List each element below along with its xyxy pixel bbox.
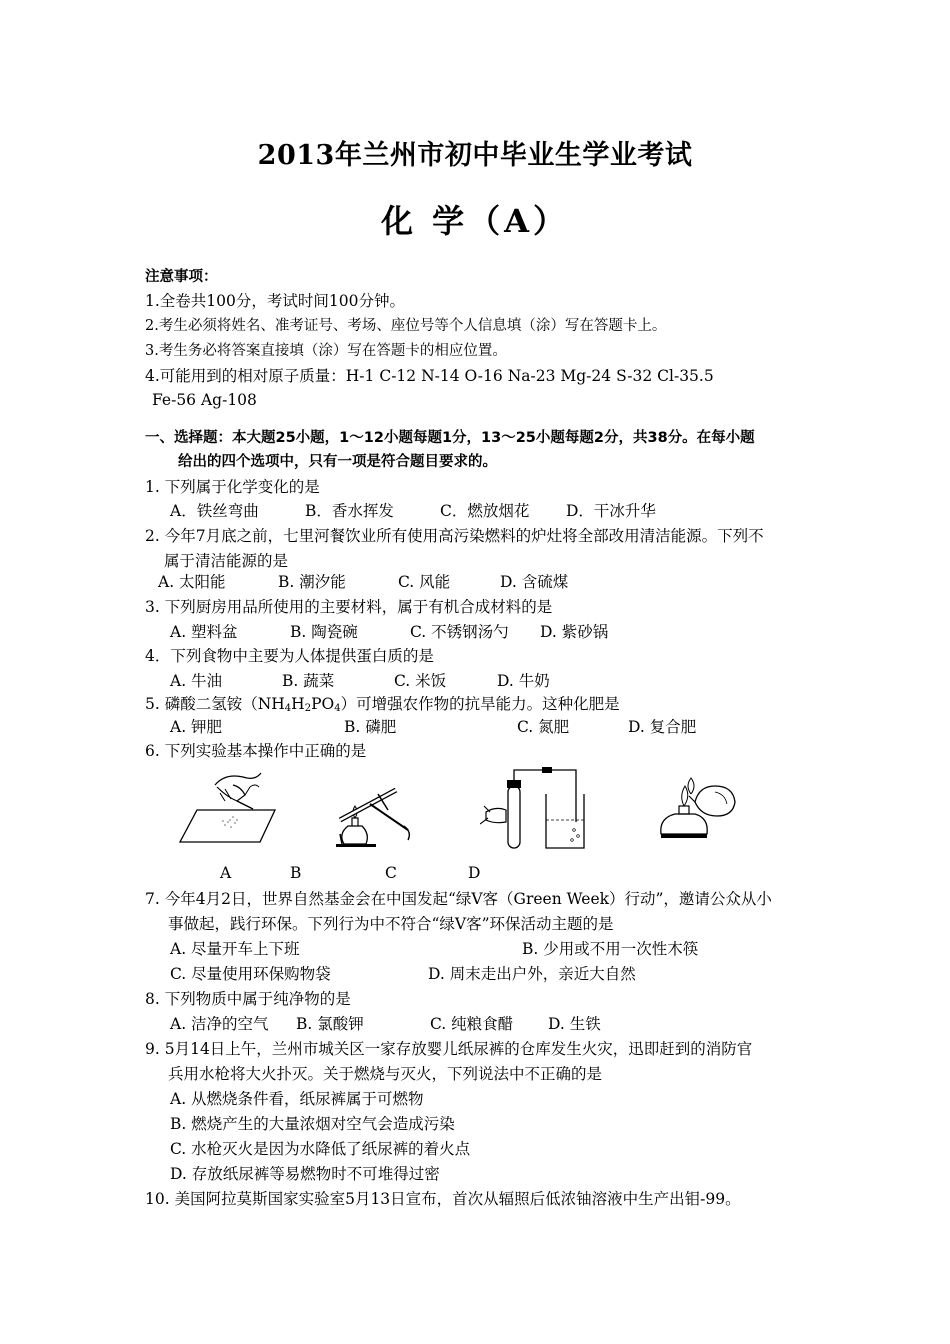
q8-option-d: D. 生铁 bbox=[548, 1015, 601, 1033]
figure-a-powder-illustration bbox=[175, 765, 285, 847]
notice-heading: 注意事项： bbox=[145, 269, 218, 285]
notice-item-3: 3.考生务必将答案直接填（涂）写在答题卡的相应位置。 bbox=[145, 343, 507, 359]
q4-option-a: A. 牛油 bbox=[170, 672, 223, 690]
q7-option-d: D. 周末走出户外，亲近大自然 bbox=[428, 965, 636, 983]
q6-stem: 6. 下列实验基本操作中正确的是 bbox=[145, 742, 367, 760]
q3-stem: 3. 下列厨房用品所使用的主要材料，属于有机合成材料的是 bbox=[145, 598, 553, 616]
q7-option-b: B. 少用或不用一次性木筷 bbox=[522, 940, 699, 958]
q5-stem: 5. 磷酸二氢铵$(NH_4H_2PO_4)$可增强农作物的抗旱能力。这种化肥是 bbox=[145, 695, 620, 714]
exam-title: 2013年兰州市初中毕业生学业考试 bbox=[257, 140, 693, 171]
q10-stem: 10. 美国阿拉莫斯国家实验室5月13日宣布，首次从辐照后低浓铀溶液中生产出钼-99。 bbox=[145, 1190, 741, 1208]
q8-option-c: C. 纯粮食醋 bbox=[430, 1015, 514, 1033]
q9-stem: 9. 5月14日上午，兰州市城关区一家存放婴儿纸尿裤的仓库发生火灾，迅即赶到的消防官 bbox=[145, 1040, 753, 1058]
q4-stem: 4．下列食物中主要为人体提供蛋白质的是 bbox=[145, 647, 434, 665]
q9-option-c: C. 水枪灭火是因为水降低了纸尿裤的着火点 bbox=[170, 1140, 471, 1158]
q2-option-d: D. 含硫煤 bbox=[500, 573, 569, 591]
q9-option-b: B. 燃烧产生的大量浓烟对空气会造成污染 bbox=[170, 1115, 455, 1133]
section1-instruction: 一、选择题：本大题25小题，1～12小题每题1分，13～25小题每题2分，共38分。在每小题 bbox=[145, 430, 755, 446]
section1-instruction-cont: 给出的四个选项中，只有一项是符合题目要求的。 bbox=[178, 454, 497, 470]
q4-option-c: C. 米饭 bbox=[394, 672, 447, 690]
q8-option-a: A. 洁净的空气 bbox=[170, 1015, 269, 1033]
q2-stem: 2. 今年7月底之前，七里河餐饮业所有使用高污染燃料的炉灶将全部改用清洁能源。下列不 bbox=[145, 527, 764, 545]
q9-option-a: A. 从燃烧条件看，纸尿裤属于可燃物 bbox=[170, 1090, 424, 1108]
q5-option-c: C. 氮肥 bbox=[517, 718, 570, 736]
q2-option-a: A. 太阳能 bbox=[158, 573, 226, 591]
figure-d-lamp-illustration bbox=[655, 772, 745, 850]
q2-option-b: B. 潮汐能 bbox=[278, 573, 346, 591]
q8-stem: 8. 下列物质中属于纯净物的是 bbox=[145, 990, 351, 1008]
subject-title: 化 学（A） bbox=[381, 202, 569, 240]
q6-option-c: C bbox=[385, 864, 397, 882]
q3-option-c: C. 不锈钢汤勺 bbox=[410, 623, 509, 641]
notice-item-4-cont: Fe-56 Ag-108 bbox=[152, 391, 257, 409]
q1-stem: 1. 下列属于化学变化的是 bbox=[145, 478, 320, 496]
q7-stem: 7. 今年4月2日，世界自然基金会在中国发起“绿V客（Green Week）行动”，邀请公众从小 bbox=[145, 890, 772, 908]
q2-option-c: C. 风能 bbox=[398, 573, 451, 591]
q9-stem-cont: 兵用水枪将大火扑灭。关于燃烧与灭火，下列说法中不正确的是 bbox=[168, 1065, 603, 1083]
q1-option-d: D．干冰升华 bbox=[566, 502, 656, 520]
q5-option-a: A. 钾肥 bbox=[170, 718, 223, 736]
figure-c-airtightness-illustration bbox=[480, 764, 590, 854]
q4-option-d: D. 牛奶 bbox=[497, 672, 550, 690]
q1-option-b: B．香水挥发 bbox=[305, 502, 394, 520]
q3-option-b: B. 陶瓷碗 bbox=[290, 623, 358, 641]
notice-item-2: 2.考生必须将姓名、准考证号、考场、座位号等个人信息填（涂）写在答题卡上。 bbox=[145, 318, 667, 334]
q7-stem-cont: 事做起，践行环保。下列行为中不符合“绿V客”环保活动主题的是 bbox=[168, 915, 614, 933]
q6-option-a: A bbox=[220, 864, 232, 882]
q5-option-b: B. 磷肥 bbox=[344, 718, 397, 736]
notice-item-1: 1.全卷共100分，考试时间100分钟。 bbox=[145, 292, 405, 310]
notice-item-4: 4.可能用到的相对原子质量：H-1 C-12 N-14 O-16 Na-23 Mg-24 S-32 Cl-35.5 bbox=[145, 367, 714, 385]
q2-stem-cont: 属于清洁能源的是 bbox=[164, 552, 289, 570]
q9-option-d: D. 存放纸尿裤等易燃物时不可堆得过密 bbox=[170, 1165, 440, 1183]
q1-option-c: C．燃放烟花 bbox=[440, 502, 530, 520]
q6-option-d: D bbox=[468, 864, 481, 882]
q7-option-c: C. 尽量使用环保购物袋 bbox=[170, 965, 331, 983]
figure-b-heating-illustration bbox=[318, 782, 418, 854]
q1-option-a: A．铁丝弯曲 bbox=[170, 502, 259, 520]
q6-option-b: B bbox=[290, 864, 302, 882]
q3-option-a: A. 塑料盆 bbox=[170, 623, 238, 641]
q4-option-b: B. 蔬菜 bbox=[282, 672, 335, 690]
q7-option-a: A. 尽量开车上下班 bbox=[170, 940, 300, 958]
q3-option-d: D. 紫砂锅 bbox=[540, 623, 609, 641]
q5-option-d: D. 复合肥 bbox=[628, 718, 697, 736]
q8-option-b: B. 氯酸钾 bbox=[296, 1015, 364, 1033]
